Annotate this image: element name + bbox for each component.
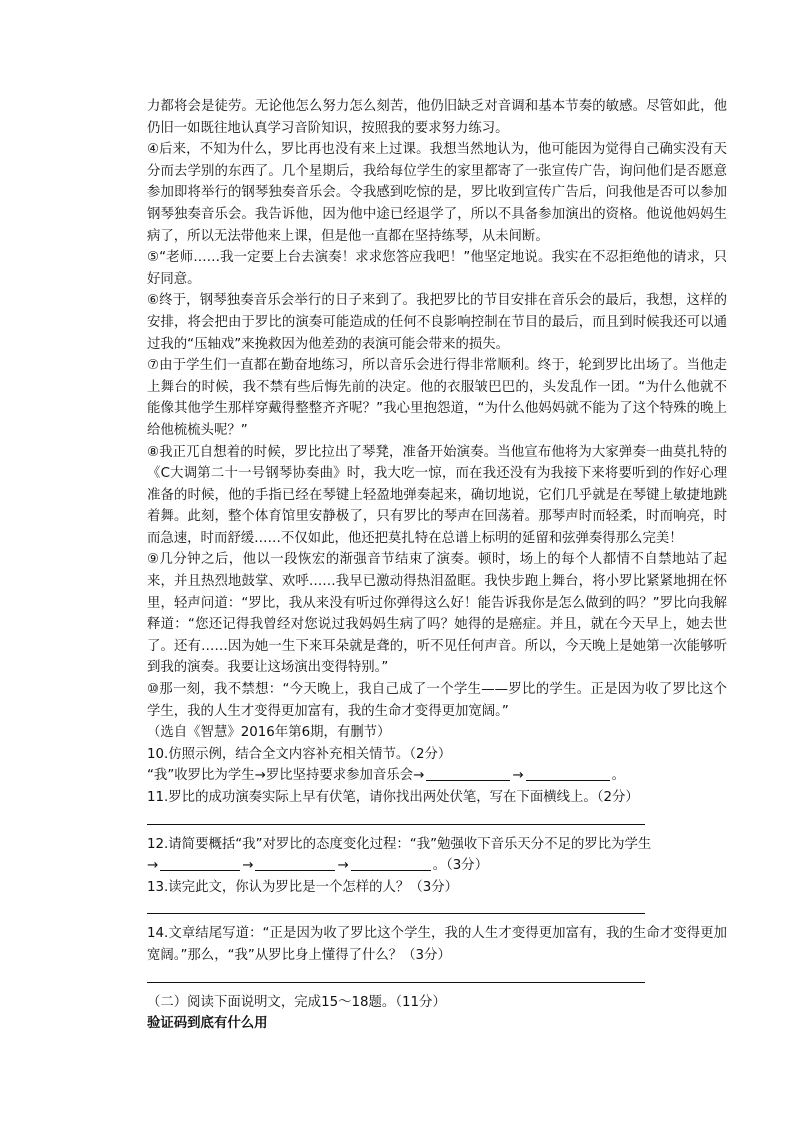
- answer-line-q13[interactable]: [147, 898, 645, 914]
- arrow: →: [242, 858, 254, 874]
- section-2-title: 验证码到底有什么用: [147, 1016, 268, 1032]
- article-source: （选自《智慧》2016年第6期，有删节）: [147, 725, 391, 741]
- paragraph-7: ⑦由于学生们一直都在勤奋地练习，所以音乐会进行得非常顺利。终于，轮到罗比出场了。当他走上舞台的时候，我不禁有些后悔先前的决定。他的衣服皱巴巴的，头发乱作一团。“为什么他就不能像其他学生那样穿戴得整整齐齐呢？”我心里抱怨道，“为什么他妈妈就不能为了这个特殊的晚上给他梳梳头呢？”: [147, 358, 727, 438]
- question-12-body: [147, 855, 727, 877]
- paragraph-6: ⑥终于，钢琴独奏音乐会举行的日子来到了。我把罗比的节目安排在音乐会的最后，我想，这样的安排，将会把由于罗比的演奏可能造成的任何不良影响控制在节目的最后，而且到时候我还可以通过我的“压轴戏”来挽救因为他差劲的表演可能会带来的损失。: [147, 293, 727, 352]
- answer-blank-q12-1[interactable]: [160, 856, 240, 871]
- question-11-stem: 11.罗比的成功演奏实际上早有伏笔，请你找出两处伏笔，写在下面横线上。（2分）: [147, 790, 639, 805]
- paragraph-8: ⑧我正兀自想着的时候，罗比拉出了琴凳，准备开始演奏。当他宣布他将为大家弹奏一曲莫扎特的《C大调第二十一号钢琴协奏曲》时，我大吃一惊，而在我还没有为我接下来将要听到的作好心理准备的时候，他的手指已经在琴键上轻盈地弹奏起来，确切地说，它们几乎就是在琴键上敏捷地跳着舞。此刻，整个体育馆里安静极了，只有罗比的琴声在回荡着。那琴声时而轻柔，时而响亮，时而急速，时而舒缓……不仅如此，他还把莫扎特在总谱上标明的延留和弦弹奏得那么完美！: [147, 444, 727, 546]
- document-page: [147, 96, 727, 1035]
- question-10-example: “我”收罗比为学生→罗比坚持要求参加音乐会→: [147, 768, 425, 784]
- answer-blank-q12-2[interactable]: [255, 856, 335, 871]
- arrow: →: [147, 858, 159, 874]
- arrow: →: [512, 768, 524, 784]
- end-mark: 。: [611, 768, 625, 784]
- answer-line-q11[interactable]: [147, 809, 645, 825]
- question-10-body: [147, 765, 727, 787]
- arrow: →: [337, 858, 349, 874]
- answer-blank-q12-3[interactable]: [351, 856, 431, 871]
- question-12-tail: 。（3分）: [432, 858, 489, 874]
- paragraph-9: ⑨几分钟之后，他以一段恢宏的渐强音节结束了演奏。顿时，场上的每个人都情不自禁地站了起来，并且热烈地鼓掌、欢呼……我早已激动得热泪盈眶。我快步跑上舞台，将小罗比紧紧地拥在怀里，轻声问道：“罗比，我从来没有听过你弹得这么好！能告诉我你是怎么做到的吗？”罗比向我解释道：“您还记得我曾经对您说过我妈妈生病了吗？她得的是癌症。并且，就在今天早上，她去世了。还有……因为她一生下来耳朵就是聋的，听不见任何声音。所以，今天晚上是她第一次能够听到我的演奏。我要让这场演出变得特别。”: [147, 552, 727, 676]
- paragraph-4: ④后来，不知为什么，罗比再也没有来上过课。我想当然地认为，他可能因为觉得自己确实没有天分而去学别的东西了。几个星期后，我给每位学生的家里都寄了一张宣传广告，询问他们是否愿意参加即将举行的钢琴独奏音乐会。令我感到吃惊的是，罗比收到宣传广告后，问我他是否可以参加钢琴独奏音乐会。我告诉他，因为他中途已经退学了，所以不具备参加演出的资格。他说他妈妈生病了，所以无法带他来上课，但是他一直都在坚持练琴，从未间断。: [147, 142, 727, 244]
- section-2-intro: （二）阅读下面说明文，完成15～18题。（11分）: [147, 994, 446, 1010]
- question-12-stem: 12.请简要概括“我”对罗比的态度变化过程：“我”勉强收下音乐天分不足的罗比为学生: [147, 836, 652, 852]
- paragraph-continued: 力都将会是徒劳。无论他怎么努力怎么刻苦，他仍旧缺乏对音调和基本节奏的敏感。尽管如此，他仍旧一如既往地认真学习音阶知识，按照我的要求努力练习。: [147, 99, 727, 136]
- question-13-stem: 13.读完此文，你认为罗比是一个怎样的人？（3分）: [147, 879, 459, 895]
- paragraph-10: ⑩那一刻，我不禁想：“今天晚上，我自己成了一个学生——罗比的学生。正是因为收了罗比这个学生，我的人生才变得更加富有，我的生命才变得更加宽阔。”: [147, 682, 727, 719]
- question-14-stem: 14.文章结尾写道：“正是因为收了罗比这个学生，我的人生才变得更加富有，我的生命才变得更加宽阔。”那么，“我”从罗比身上懂得了什么？（3分）: [147, 926, 727, 963]
- answer-blank-q10-2[interactable]: [526, 766, 610, 781]
- answer-blank-q10-1[interactable]: [426, 766, 510, 781]
- answer-line-q14[interactable]: [147, 967, 645, 983]
- question-10-stem: 10.仿照示例，结合全文内容补充相关情节。（2分）: [147, 746, 452, 762]
- paragraph-5: ⑤“老师……我一定要上台去演奏！求求您答应我吧！”他坚定地说。我实在不忍拒绝他的请求，只好同意。: [147, 250, 727, 287]
